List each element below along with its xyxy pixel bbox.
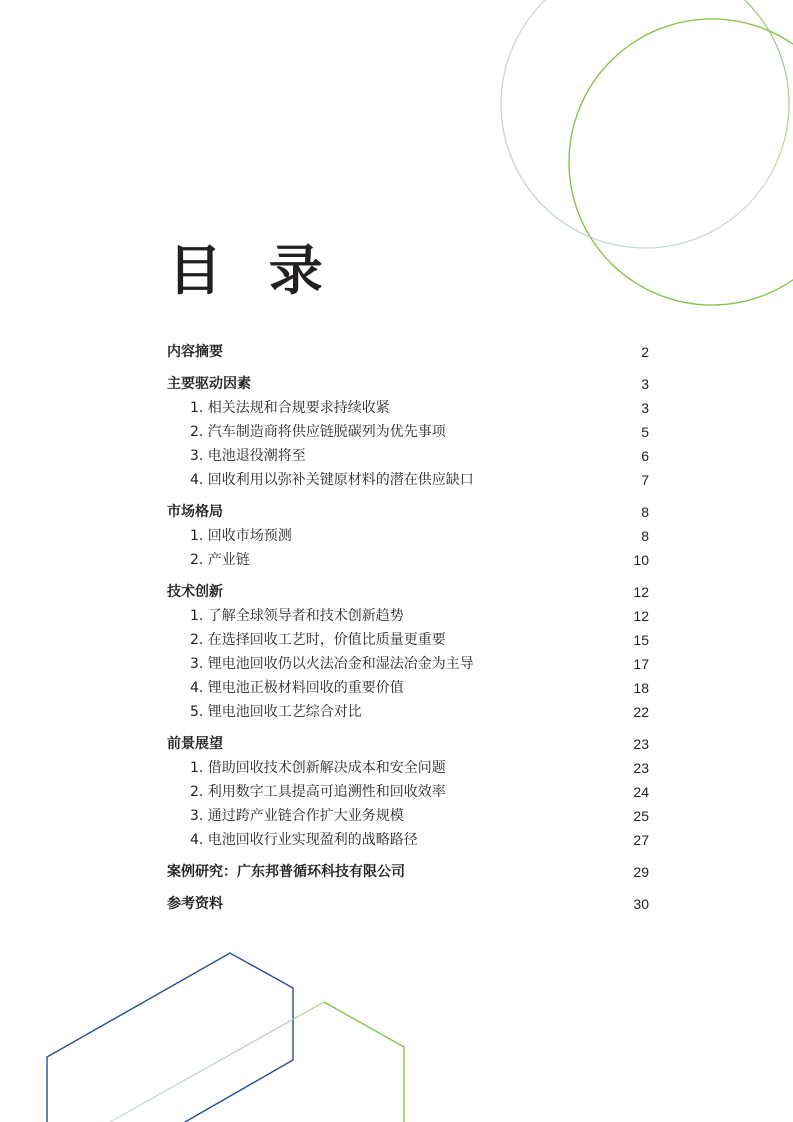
toc-subentry-label: 2. 在选择回收工艺时，价值比质量更重要: [190, 632, 446, 648]
toc-subentry[interactable]: [167, 628, 649, 652]
toc-subentry[interactable]: [167, 548, 649, 572]
toc-entry[interactable]: [167, 372, 649, 396]
toc-entry[interactable]: [167, 892, 649, 916]
table-of-contents: [167, 340, 649, 924]
toc-subentry[interactable]: [167, 444, 649, 468]
toc-section: [167, 500, 649, 572]
light-circle-icon: [501, 0, 789, 248]
toc-subentry-page: 17: [633, 656, 649, 672]
toc-subentry-page: 15: [633, 632, 649, 648]
toc-subentry-page: 23: [633, 760, 649, 776]
toc-subentry[interactable]: [167, 524, 649, 548]
toc-entry-page: 8: [641, 504, 649, 520]
toc-entry[interactable]: [167, 500, 649, 524]
toc-subentry-label: 3. 电池退役潮将至: [190, 448, 306, 464]
toc-subentry[interactable]: [167, 828, 649, 852]
toc-subentry-label: 1. 相关法规和合规要求持续收紧: [190, 400, 390, 416]
toc-subentry-label: 5. 锂电池回收工艺综合对比: [190, 704, 362, 720]
toc-subentry-label: 1. 了解全球领导者和技术创新趋势: [190, 608, 404, 624]
toc-subentry-page: 22: [633, 704, 649, 720]
toc-subentry-label: 1. 回收市场预测: [190, 528, 292, 544]
toc-entry-label: 案例研究：广东邦普循环科技有限公司: [167, 864, 405, 880]
toc-subentry[interactable]: [167, 676, 649, 700]
toc-subentry-page: 27: [633, 832, 649, 848]
toc-subentry[interactable]: [167, 604, 649, 628]
toc-subentry-label: 4. 回收利用以弥补关键原材料的潜在供应缺口: [190, 472, 474, 488]
toc-entry-page: 12: [633, 584, 649, 600]
toc-subentry-page: 6: [641, 448, 649, 464]
toc-subentry-label: 3. 通过跨产业链合作扩大业务规模: [190, 808, 404, 824]
toc-entry-page: 3: [641, 376, 649, 392]
toc-section: [167, 860, 649, 884]
toc-subentry-page: 12: [633, 608, 649, 624]
toc-subentry[interactable]: [167, 780, 649, 804]
toc-subentry[interactable]: [167, 756, 649, 780]
toc-subentry[interactable]: [167, 468, 649, 492]
toc-subentry-page: 8: [641, 528, 649, 544]
toc-entry-page: 30: [633, 896, 649, 912]
toc-subentry[interactable]: [167, 804, 649, 828]
toc-entry[interactable]: [167, 860, 649, 884]
toc-subentry-page: 3: [641, 400, 649, 416]
toc-subentry[interactable]: [167, 700, 649, 724]
toc-subentry-page: 5: [641, 424, 649, 440]
toc-section: [167, 892, 649, 916]
toc-subentry-label: 2. 利用数字工具提高可追溯性和回收效率: [190, 784, 446, 800]
toc-subentry-page: 24: [633, 784, 649, 800]
toc-subentry-page: 7: [641, 472, 649, 488]
toc-subentry-label: 4. 锂电池正极材料回收的重要价值: [190, 680, 404, 696]
toc-subentry-label: 2. 产业链: [190, 552, 250, 568]
toc-entry[interactable]: [167, 340, 649, 364]
green-hexagon-icon: [324, 1002, 404, 1122]
toc-section: [167, 372, 649, 492]
toc-subentry[interactable]: [167, 396, 649, 420]
page-title: 目 录: [168, 239, 337, 302]
toc-subentry-label: 4. 电池回收行业实现盈利的战略路径: [190, 832, 418, 848]
toc-entry[interactable]: [167, 732, 649, 756]
toc-entry-label: 市场格局: [167, 504, 223, 520]
gradient-hexagon-edge: [110, 1002, 324, 1122]
toc-entry[interactable]: [167, 580, 649, 604]
toc-entry-page: 23: [633, 736, 649, 752]
toc-entry-page: 29: [633, 864, 649, 880]
toc-entry-label: 技术创新: [167, 584, 223, 600]
toc-entry-page: 2: [641, 344, 649, 360]
toc-entry-label: 主要驱动因素: [167, 376, 251, 392]
toc-subentry-page: 25: [633, 808, 649, 824]
toc-entry-label: 参考资料: [167, 896, 223, 912]
toc-subentry-page: 10: [633, 552, 649, 568]
toc-section: [167, 340, 649, 364]
navy-hexagon-icon: [47, 953, 293, 1122]
green-circle-icon: [569, 19, 793, 305]
toc-subentry-label: 1. 借助回收技术创新解决成本和安全问题: [190, 760, 446, 776]
toc-subentry-label: 2. 汽车制造商将供应链脱碳列为优先事项: [190, 424, 446, 440]
toc-section: [167, 580, 649, 724]
toc-subentry-label: 3. 锂电池回收仍以火法冶金和湿法冶金为主导: [190, 656, 474, 672]
toc-subentry[interactable]: [167, 652, 649, 676]
toc-entry-label: 内容摘要: [167, 344, 223, 360]
toc-section: [167, 732, 649, 852]
toc-subentry[interactable]: [167, 420, 649, 444]
toc-subentry-page: 18: [633, 680, 649, 696]
toc-entry-label: 前景展望: [167, 736, 223, 752]
